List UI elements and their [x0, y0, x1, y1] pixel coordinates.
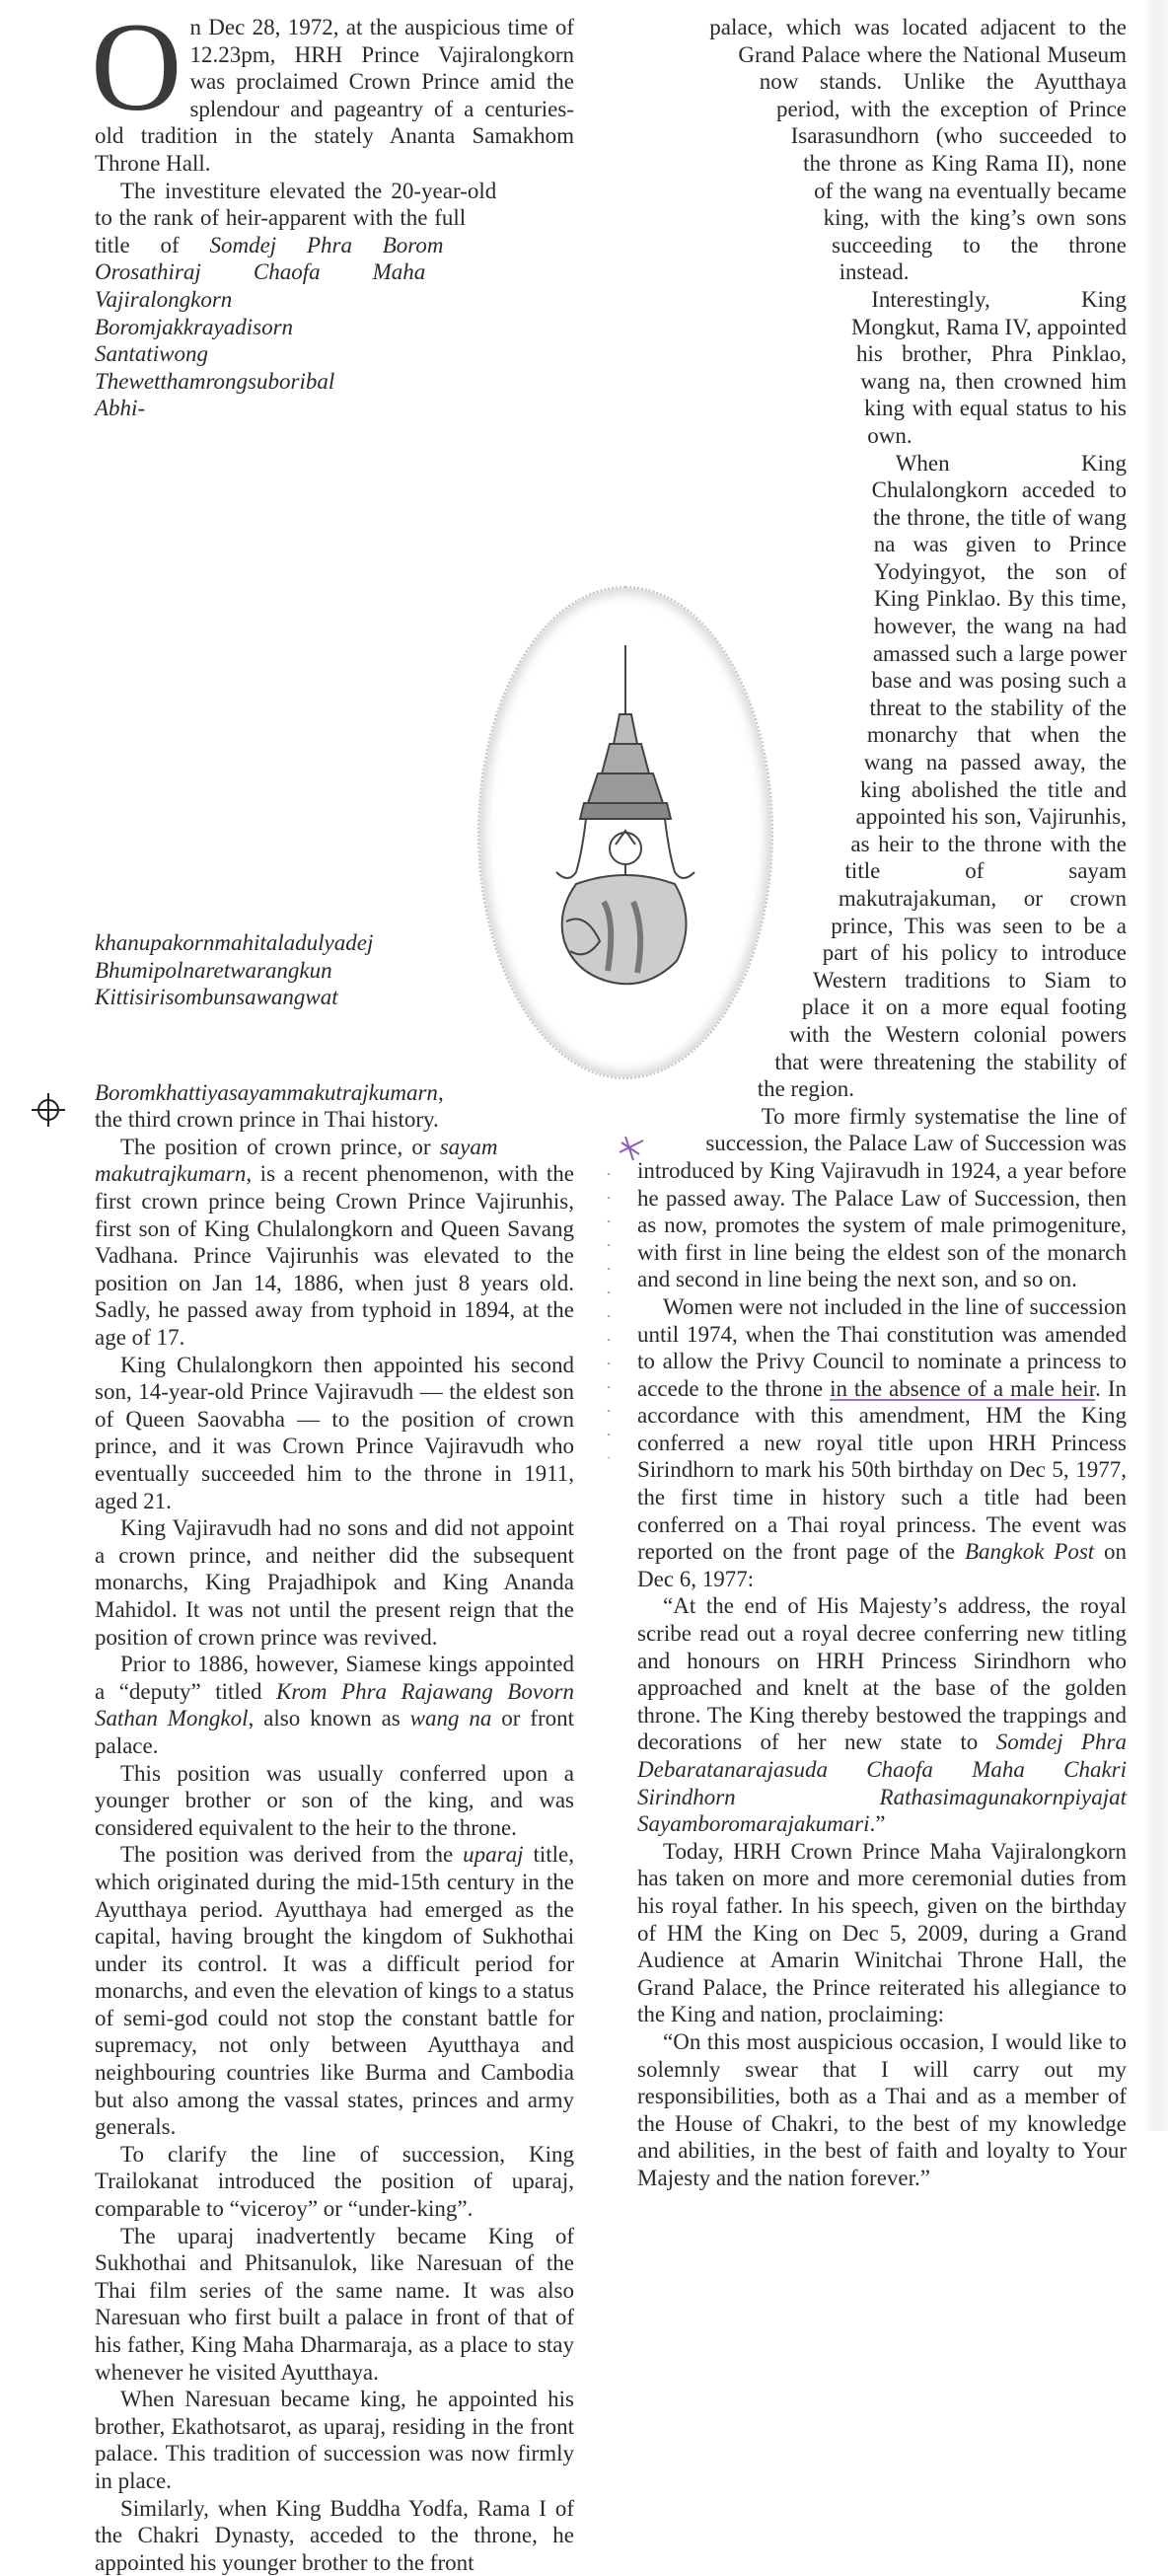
- text-run: palace, which was located adjacent to the Grand Palace where the National Museum now stands. Unlike the Ayutthaya period, with the exception of Prince Isarasundhorn (who succeeded to the throne as King Rama II), none of the wang na eventually became king, with the king’s own sons succeeding to the throne instead.: [709, 15, 1127, 285]
- article-paragraph: [95, 2386, 574, 2494]
- text-run: To clarify the line of succession, King Trailokanat introduced the position of uparaj, comparable to “viceroy” or “under-king”.: [95, 2141, 574, 2222]
- article-paragraph: [95, 2223, 574, 2387]
- article-left-column: [91, 0, 574, 2576]
- italic-term: uparaj: [463, 1842, 524, 1868]
- text-run: , also known as: [248, 1706, 410, 1731]
- text-run: .”: [869, 1811, 886, 1837]
- text-run: title, which originated during the mid-15th century in the Ayutthaya period. Ayutthaya had emerged as the capital, having brought the kingdom of Sukhothai under its control. It was a difficult period for monarchs, and even the elevation of kings to a status of semi-god could not stop the constant battle for supremacy, not only between Ayutthaya and neighbouring countries like Burma and Cambodia but also among the vassal states, princes and army generals.: [95, 1842, 574, 2140]
- article-paragraph: [95, 2495, 574, 2576]
- text-run: To more firmly systematise the line of succession, the Palace Law of Succession was introduced by King Vajiravudh in 1924, a year before he passed away. The Palace Law of Succession, then as now, promotes the system of male primogeniture, with first in line being the eldest son of the monarch and second in line being the next son, and so on.: [637, 1103, 1127, 1292]
- text-run: Prior to 1886, however, Siamese kings appointed a “deputy” titled: [95, 1652, 574, 1704]
- text-run: Today, HRH Crown Prince Maha Vajiralongkorn has taken on more and more ceremonial duties from his royal father. In his speech, given on the birthday of HM the King on Dec 5, 2009, during a Grand Audience at Amarin Winitchai Throne Hall, the Grand Palace, the Prince reiterated his allegiance to the King and nation, proclaiming:: [637, 1838, 1127, 2027]
- article-paragraph: [637, 1293, 1127, 1593]
- article-paragraph: [637, 1592, 1127, 1837]
- italic-term: Krom Phra Rajawang Bovorn Sathan Mongkol: [95, 1678, 574, 1731]
- article-paragraph: [95, 1760, 574, 1842]
- text-run: on Dec 6, 1977:: [637, 1539, 1128, 1591]
- text-run: The uparaj inadvertently became King of Sukhothai and Phitsanulok, like Naresuan of the Thai film series of the same name. It was also Naresuan who first built a palace in front of that of his father, King Maha Dharmaraja, as a place to stay whenever he visited Ayutthaya.: [95, 2223, 574, 2385]
- text-run: The investiture elevated the 20-year-old to the rank of heir-apparent with the full title of: [95, 178, 497, 258]
- italic-term: wang na: [409, 1706, 492, 1731]
- article-paragraph: [637, 286, 1127, 450]
- article-paragraph: [91, 0, 574, 178]
- article-paragraph: [95, 1134, 574, 1352]
- italic-term: Somdej Phra Debaratanarajasuda Chaofa Maha Chakri Sirindhorn Rathasimagunakornpiyajat Sayamboromarajakumari: [637, 1730, 1127, 1837]
- article-paragraph: [637, 1103, 1127, 1293]
- article-paragraph: [95, 1514, 574, 1651]
- text-run: This position was usually conferred upon a younger brother or son of the king, and was considered equivalent to the heir to the throne.: [95, 1760, 574, 1840]
- text-run: , is a recent phenomenon, with the first crown prince being Crown Prince Vajirunhis, first son of King Chulalongkorn and Queen Savang Vadhana. Prince Vajirunhis was elevated to the position on Jan 14, 1886, when just 8 years old. Sadly, he passed away from typhoid in 1894, at the age of 17.: [95, 1161, 574, 1351]
- italic-term: sayam makutrajkumarn: [95, 1134, 498, 1187]
- text-run: n Dec 28, 1972, at the auspicious time of 12.23pm, HRH Prince Vajiralongkorn was proclaimed Crown Prince amid the splendour and pageantry of a centuries-old tradition in the stately Ananta Samakhom Throne Hall.: [95, 15, 574, 176]
- text-run: , the third crown prince in Thai history.: [95, 1079, 444, 1133]
- article-paragraph: [637, 1838, 1127, 2028]
- text-run: . In accordance with this amendment, HM the King conferred a new royal title upon HRH Princess Sirindhorn to mark his 50th birthday on Dec 5, 1977, the first time in history such a title had been conferred on a Thai royal princess. The event was reported on the front page of the: [637, 1375, 1127, 1565]
- text-run: When Naresuan became king, he appointed his brother, Ekathotsarot, as uparaj, residing in the front palace. This tradition of succession was now firmly in place.: [95, 2387, 574, 2493]
- underlined-phrase: in the absence of a male heir: [830, 1375, 1096, 1401]
- text-run: The position of crown prince, or: [120, 1134, 440, 1159]
- text-run: “On this most auspicious occasion, I would like to solemnly swear that I will carry out my responsibilities, both as a Thai and as a member of the House of Chakri, to the best of my knowledge and abilities, in the best of faith and loyalty to Your Majesty and the nation forever.”: [637, 2028, 1127, 2190]
- article-paragraph: [95, 2141, 574, 2223]
- page-edge-shadow: [1144, 0, 1168, 2131]
- text-run: “At the end of His Majesty’s address, the royal scribe read out a royal decree conferring new titling and honours on HRH Princess Sirindhorn who approached and knelt at the base of the golden throne. The King thereby bestowed the trappings and decorations of her new state to: [637, 1593, 1127, 1755]
- italic-term: Somdej Phra Borom Orosathiraj Chaofa Maha Vajiralongkorn Boromjakkrayadisorn Santatiwong Thewetthamrongsuboribal Abhikhanupakornmahitaladulyadej Bhumipolnaretwarangkun Kittisirisombunsawangwat Boromkhattiyasayammakutrajkumarn: [95, 232, 444, 1105]
- article-paragraph: [637, 14, 1127, 286]
- purple-asterisk-annotation-icon: [616, 1133, 645, 1162]
- text-run: Women were not included in the line of succession until 1974, when the Thai constitution was amended to allow the Privy Council to nominate a princess to accede to the throne: [637, 1293, 1127, 1401]
- royal-cypher-emblem: [477, 586, 773, 1079]
- article-paragraph: [95, 1352, 574, 1515]
- text-run: or front palace.: [95, 1706, 574, 1758]
- text-run: King Vajiravudh had no sons and did not appoint a crown prince, and neither did the subsequent monarchs, King Prajadhipok and King Ananda Mahidol. It was not until the present reign that the position of crown prince was revived.: [95, 1515, 574, 1650]
- drop-cap: O: [91, 0, 182, 137]
- text-run: King Chulalongkorn then appointed his second son, 14-year-old Prince Vajiravudh — the eldest son of Queen Saovabha — to the position of crown prince, and it was Crown Prince Vajiravudh who eventually succeeded him to the throne in 1911, aged 21.: [95, 1352, 574, 1513]
- italic-term: Bangkok Post: [964, 1539, 1095, 1565]
- crosshair-registration-icon: [32, 1093, 65, 1127]
- article-paragraph: [95, 1651, 574, 1759]
- margin-scan-dots: [604, 1162, 614, 1458]
- text-run: Similarly, when King Buddha Yodfa, Rama I of the Chakri Dynasty, acceded to the throne, he appointed his younger brother to the front: [95, 2495, 574, 2575]
- article-paragraph: [637, 2028, 1127, 2192]
- article-paragraph: [95, 1841, 574, 2141]
- text-run: Interestingly, King Mongkut, Rama IV, appointed his brother, Phra Pinklao, wang na, then crowned him king with equal status to his own.: [851, 286, 1127, 448]
- text-run: When King Chulalongkorn acceded to the throne, the title of wang na was given to Prince Yodyingyot, the son of King Pinklao. By this time, however, the wang na had amassed such a large power base and was posing such a threat to the stability of the monarchy that when the wang na passed away, the king abolished the title and appointed his son, Vajirunhis, as heir to the throne with the title of sayam makutrajakuman, or crown prince, This was seen to be a part of his policy to introduce Western traditions to Siam to place it on a more equal footing with the Western colonial powers that were threatening the stability of the region.: [757, 450, 1127, 1102]
- article-right-column: [637, 14, 1127, 2192]
- text-run: The position was derived from the: [120, 1842, 464, 1868]
